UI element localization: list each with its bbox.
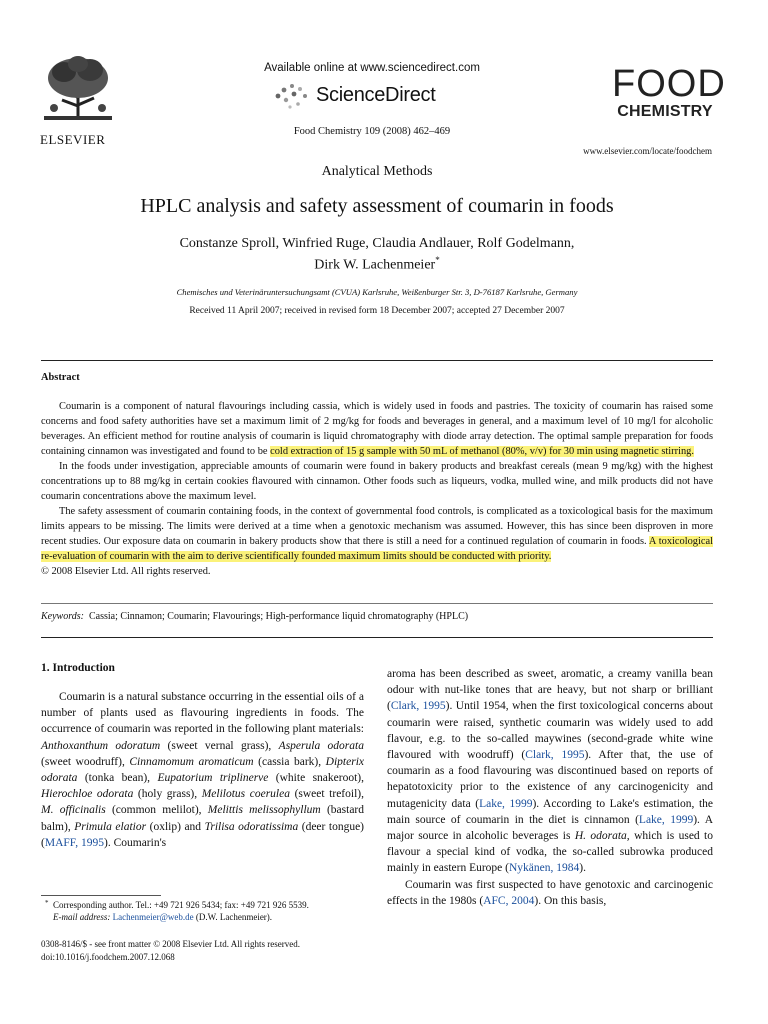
available-online: Available online at www.sciencedirect.com	[264, 62, 480, 74]
email-line: E-mail address: Lachenmeier@web.de (D.W. Lachenmeier).	[53, 912, 273, 922]
intro-right-column	[387, 666, 713, 909]
citation-link[interactable]: Lake, 1999	[638, 813, 694, 826]
journal-url[interactable]: www.elsevier.com/locate/foodchem	[583, 146, 712, 156]
footnote-mark: *	[45, 899, 49, 907]
issn-line: 0308-8146/$ - see front matter © 2008 Elsevier Ltd. All rights reserved.	[41, 939, 301, 949]
sciencedirect-logo	[272, 80, 472, 112]
article-dates: Received 11 April 2007; received in revised form 18 December 2007; accepted 27 December 2007	[189, 306, 565, 316]
intro-paragraph-2: aroma has been described as sweet, aromatic, a creamy vanilla bean odour with nut-like tones that are heavy, but not sharp or brilliant (Clark, 1995). Until 1954, when the first toxicological concerns about coumarin were raised, synthetic coumarin was widely used to add flavour, e.g. to the so-called maywines (second-grade white wine flavoured with woodruff) (Clark, 1995). After that, the use of coumarin as a food flavouring was discontinued based on reports of hepatotoxicity prior to the existence of any carcinogenicity and mutagenicity data (Lake, 1999). According to Lake's estimation, the main source of coumarin in the diet is cinnamon (Lake, 1999). A major source in alcoholic beverages is H. odorata, which is used to flavour a special kind of vodka, the so-called subrowka produced mainly in eastern Europe (Nykänen, 1984).	[387, 668, 714, 875]
affiliation: Chemisches und Veterinäruntersuchungsamt (CVUA) Karlsruhe, Weißenburger Str. 3, D-76187 Karlsruhe, Germany	[176, 287, 578, 297]
citation-link[interactable]: Clark, 1995	[390, 700, 446, 713]
abstract-paragraph-2: In the foods under investigation, appreciable amounts of coumarin were found in bakery products and breakfast cereals (mean 9 mg/kg) with the highest concentrations up to 88 mg/kg in certain cookies flavoured with cinnamon. Other foods such as liqueurs, vodka, mulled wine, and milk products did not have coumarin concentrations above the maximum level.	[41, 461, 713, 502]
sciencedirect-wordmark: ScienceDirect	[316, 84, 436, 106]
citation-link[interactable]: Nykänen, 1984	[509, 862, 580, 875]
keywords-list: Cassia; Cinnamon; Coumarin; Flavourings; High-performance liquid chromatography (HPLC)	[88, 611, 469, 622]
citation-link[interactable]: Lake, 1999	[479, 797, 533, 810]
publisher-name: ELSEVIER	[40, 132, 106, 147]
intro-left-column	[41, 689, 364, 851]
author-name: Dirk W. Lachenmeier	[314, 257, 436, 273]
footnote-divider	[41, 895, 161, 896]
email-link[interactable]: Lachenmeier@web.de	[112, 912, 194, 922]
food-chemistry-logo: FOOD CHEMISTRY	[612, 63, 726, 120]
journal-citation: Food Chemistry 109 (2008) 462–469	[293, 126, 451, 137]
footnote	[41, 899, 371, 923]
keywords	[41, 611, 713, 622]
keywords-divider	[41, 637, 713, 638]
section-heading-introduction: 1. Introduction	[41, 662, 115, 674]
abstract-paragraph-1: Coumarin is a component of natural flavourings including cassia, which is widely used in foods and pastries. The toxicity of coumarin has raised some concerns and food safety authorities have set a maximum limit of 2 mg/kg for foods and beverages in general, and a maximum level of 10 mg/l for alcoholic beverages. An efficient method for routine analysis of coumarin is liquid chromatography with diode array detection. The optimal sample preparation for foods containing cinnamon was investigated and found to be cold extraction of 15 g sample with 50 mL of methanol (80%, v/v) for 30 min using magnetic stirring.	[41, 401, 713, 457]
highlight: cold extraction of 15 g sample with 50 mL of methanol (80%, v/v) for 30 min using magnetic stirring.	[270, 446, 694, 457]
abstract-heading: Abstract	[41, 372, 80, 383]
authors-line-2	[0, 255, 754, 274]
article-title: HPLC analysis and safety assessment of coumarin in foods	[140, 195, 614, 217]
intro-paragraph-3: Coumarin was first suspected to have genotoxic and carcinogenic effects in the 1980s (AFC, 2004). On this basis,	[387, 878, 713, 907]
abstract-paragraph-3: The safety assessment of coumarin containing foods, in the context of governmental food controls, is complicated as a toxicological basis for the maximum limits appears to be missing. The limits were derived at a time when a genotoxic mechanism was assumed. However, this has since been disproven in more recent studies. Our exposure data on coumarin in bakery products show that there is still a need for a continued regulation of coumarin in foods. A toxicological re-evaluation of coumarin with the aim to derive scientifically founded maximum limits should be conducted with priority.	[41, 506, 713, 562]
authors-line-1: Constanze Sproll, Winfried Ruge, Claudia Andlauer, Rolf Godelmann,	[179, 236, 575, 251]
citation-link[interactable]: AFC, 2004	[483, 894, 535, 907]
corresponding-author-mark[interactable]: *	[435, 255, 440, 265]
copyright: © 2008 Elsevier Ltd. All rights reserved.	[41, 566, 211, 577]
article-section: Analytical Methods	[321, 164, 433, 179]
abstract-divider	[41, 603, 713, 604]
abstract-body	[41, 399, 713, 579]
elsevier-logo	[40, 50, 116, 147]
citation-link[interactable]: MAFF, 1995	[44, 836, 104, 849]
header-divider	[41, 360, 713, 361]
intro-paragraph-1: Coumarin is a natural substance occurring in the essential oils of a number of plants used as flavouring ingredients in foods. The occurrence of coumarin was reported in the following plant materials: Anthoxanthum odoratum (sweet vernal grass), Asperula odorata (sweet woodruff), Cinnamomum aromaticum (cassia bark), Dipterix odorata (tonka bean), Eupatorium triplinerve (white snakeroot), Hierochloe odorata (holy grass), Melilotus coerulea (sweet trefoil), M. officinalis (common melilot), Melittis melissophyllum (bastard balm), Primula elatior (oxlip) and Trilisa odoratissima (deer tongue) (MAFF, 1995). Coumarin's	[41, 691, 365, 849]
corresponding-author-note: * Corresponding author. Tel.: +49 721 926 5434; fax: +49 721 926 5539.	[45, 899, 309, 910]
sciencedirect-dots-icon	[272, 82, 312, 110]
doi-line[interactable]: doi:10.1016/j.foodchem.2007.12.068	[41, 952, 175, 962]
elsevier-tree-icon	[40, 50, 116, 126]
citation-link[interactable]: Clark, 1995	[525, 749, 585, 762]
keywords-label: Keywords:	[41, 611, 84, 622]
highlight: A toxicological re-evaluation of coumarin with the aim to derive scientifically founded maximum limits should be conducted with priority.	[41, 536, 713, 562]
